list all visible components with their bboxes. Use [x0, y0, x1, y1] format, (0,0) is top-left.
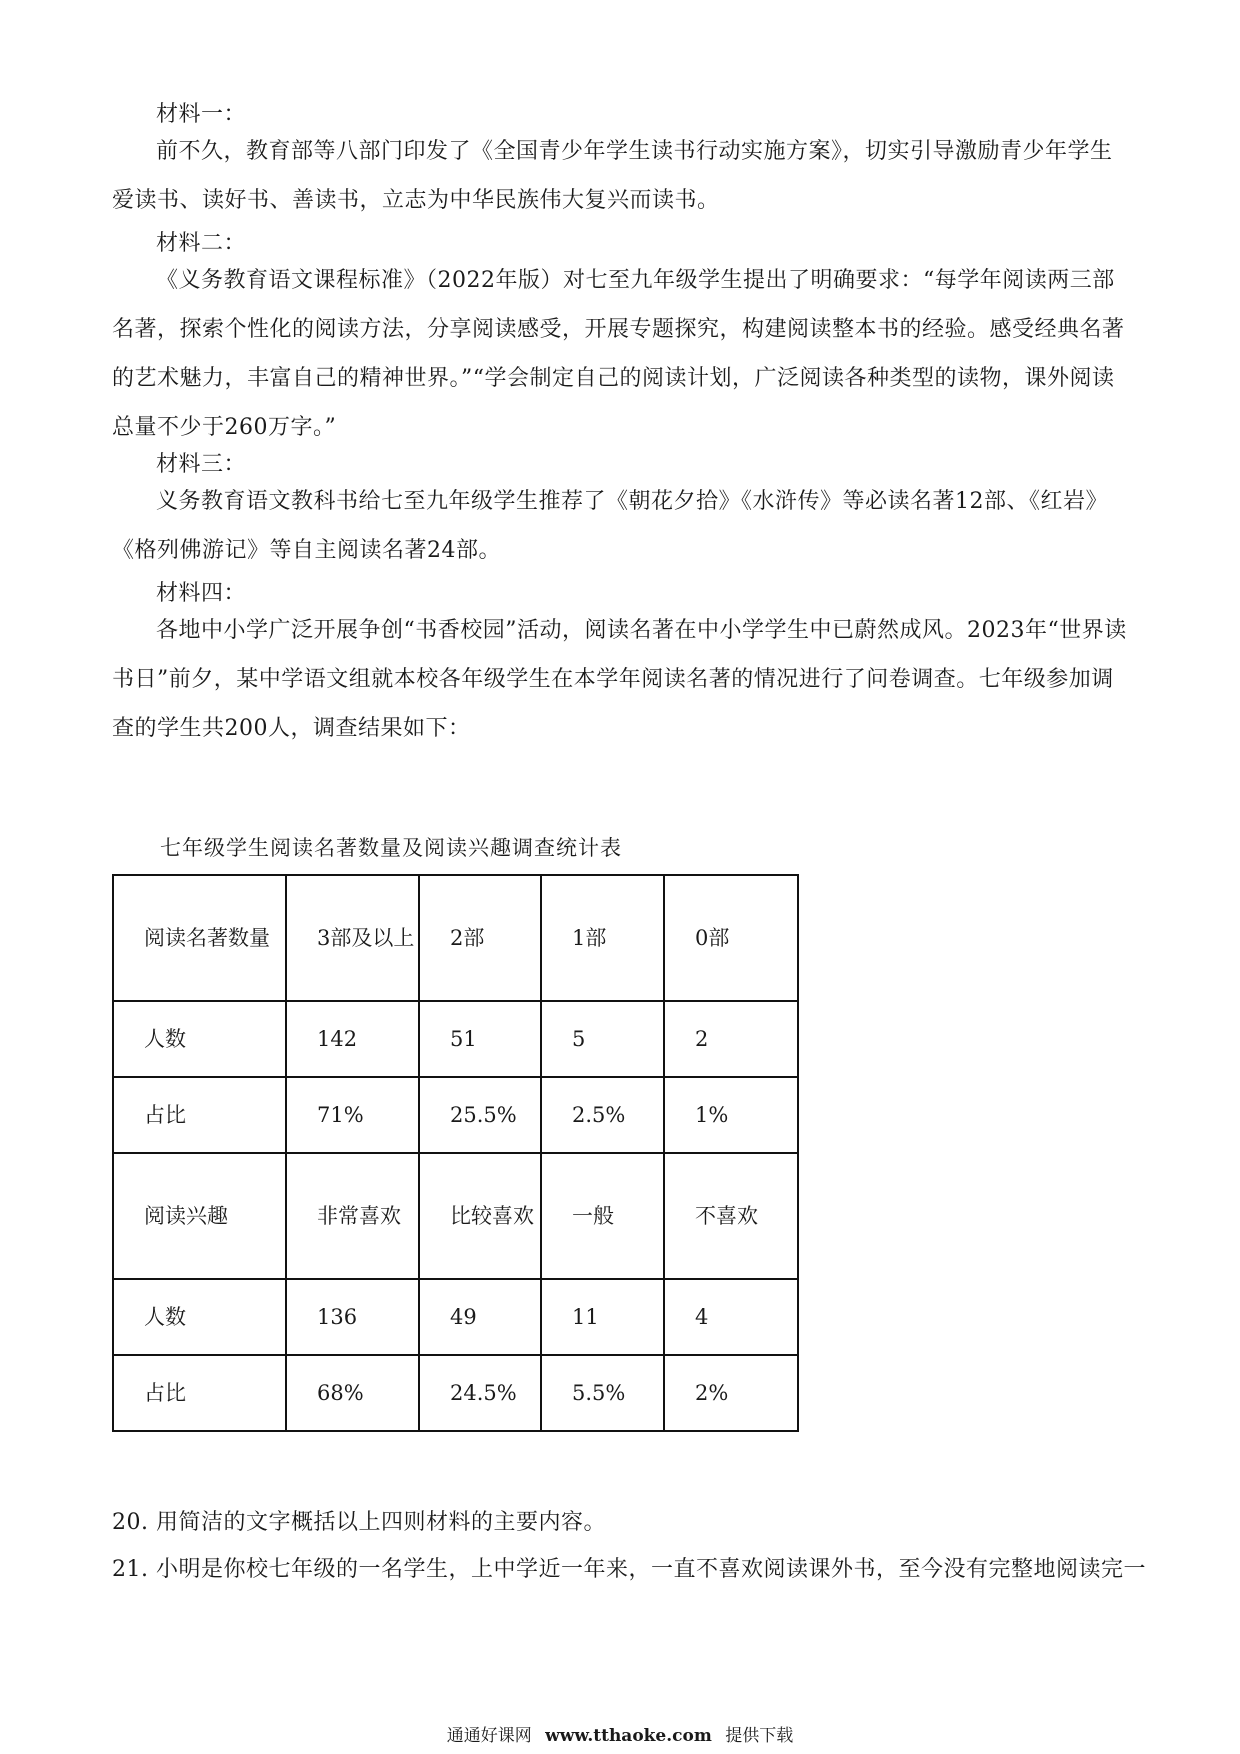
material-1-heading: 材料一：: [156, 102, 247, 127]
table-cell: 1%: [664, 1077, 798, 1153]
table-cell: 占比: [113, 1077, 286, 1153]
table-cell: 24.5%: [419, 1355, 541, 1431]
table-row: [113, 1355, 798, 1431]
page-footer: [0, 1725, 1240, 1747]
footer-suffix: 提供下载: [725, 1726, 794, 1746]
survey-table: [112, 874, 799, 1432]
table-cell: 人数: [113, 1279, 286, 1355]
table-header-cell: 不喜欢: [664, 1153, 798, 1279]
material-4-body: 各地中小学广泛开展争创“书香校园”活动，阅读名著在中小学学生中已蔚然成风。2023年“世界读书日”前夕，某中学语文组就本校各年级学生在本学年阅读名著的情况进行了问卷调查。七年级参加调查的学生共200人，调查结果如下：: [112, 618, 1127, 741]
table-header-cell: 1部: [541, 875, 664, 1001]
footer-name: 通通好课网: [446, 1726, 532, 1746]
table-row: [113, 875, 798, 1001]
table-cell: 136: [286, 1279, 419, 1355]
table-cell: 68%: [286, 1355, 419, 1431]
table-header-cell: 阅读兴趣: [113, 1153, 286, 1279]
table-cell: 2: [664, 1001, 798, 1077]
table-header-cell: 比较喜欢: [419, 1153, 541, 1279]
table-cell: 2%: [664, 1355, 798, 1431]
table-row: [113, 1077, 798, 1153]
table-row: [113, 1279, 798, 1355]
table-cell: 142: [286, 1001, 419, 1077]
footer-site-link[interactable]: www.tthaoke.com: [545, 1726, 712, 1746]
material-2-body: 《义务教育语文课程标准》（2022年版）对七至九年级学生提出了明确要求：“每学年阅读两三部名著，探索个性化的阅读方法，分享阅读感受，开展专题探究，构建阅读整本书的经验。感受经典名著的艺术魅力，丰富自己的精神世界。”“学会制定自己的阅读计划，广泛阅读各种类型的读物，课外阅读总量不少于260万字。”: [112, 268, 1125, 440]
material-1-body: 前不久，教育部等八部门印发了《全国青少年学生读书行动实施方案》，切实引导激励青少年学生爱读书、读好书、善读书，立志为中华民族伟大复兴而读书。: [112, 139, 1113, 213]
table-caption: 七年级学生阅读名著数量及阅读兴趣调查统计表: [160, 836, 622, 860]
table-row: [113, 1153, 798, 1279]
material-4-heading: 材料四：: [156, 581, 247, 606]
table-cell: 4: [664, 1279, 798, 1355]
table-header-cell: 非常喜欢: [286, 1153, 419, 1279]
material-3-body: 义务教育语文教科书给七至九年级学生推荐了《朝花夕拾》《水浒传》等必读名著12部、《红岩》《格列佛游记》等自主阅读名著24部。: [112, 489, 1108, 563]
table-header-cell: 2部: [419, 875, 541, 1001]
table-cell: 49: [419, 1279, 541, 1355]
table-cell: 人数: [113, 1001, 286, 1077]
table-cell: 51: [419, 1001, 541, 1077]
table-cell: 5: [541, 1001, 664, 1077]
question-20: 20. 用简洁的文字概括以上四则材料的主要内容。: [112, 1510, 606, 1535]
material-2-heading: 材料二：: [156, 231, 247, 256]
table-cell: 2.5%: [541, 1077, 664, 1153]
table-cell: 11: [541, 1279, 664, 1355]
table-cell: 25.5%: [419, 1077, 541, 1153]
table-cell: 71%: [286, 1077, 419, 1153]
table-header-cell: 一般: [541, 1153, 664, 1279]
table-header-cell: 0部: [664, 875, 798, 1001]
material-3-heading: 材料三：: [156, 452, 247, 477]
table-cell: 5.5%: [541, 1355, 664, 1431]
table-cell: 占比: [113, 1355, 286, 1431]
question-21: 21. 小明是你校七年级的一名学生，上中学近一年来，一直不喜欢阅读课外书，至今没有完整地阅读完一: [112, 1557, 1146, 1582]
table-header-cell: 阅读名著数量: [113, 875, 286, 1001]
table-row: [113, 1001, 798, 1077]
table-header-cell: 3部及以上: [286, 875, 419, 1001]
